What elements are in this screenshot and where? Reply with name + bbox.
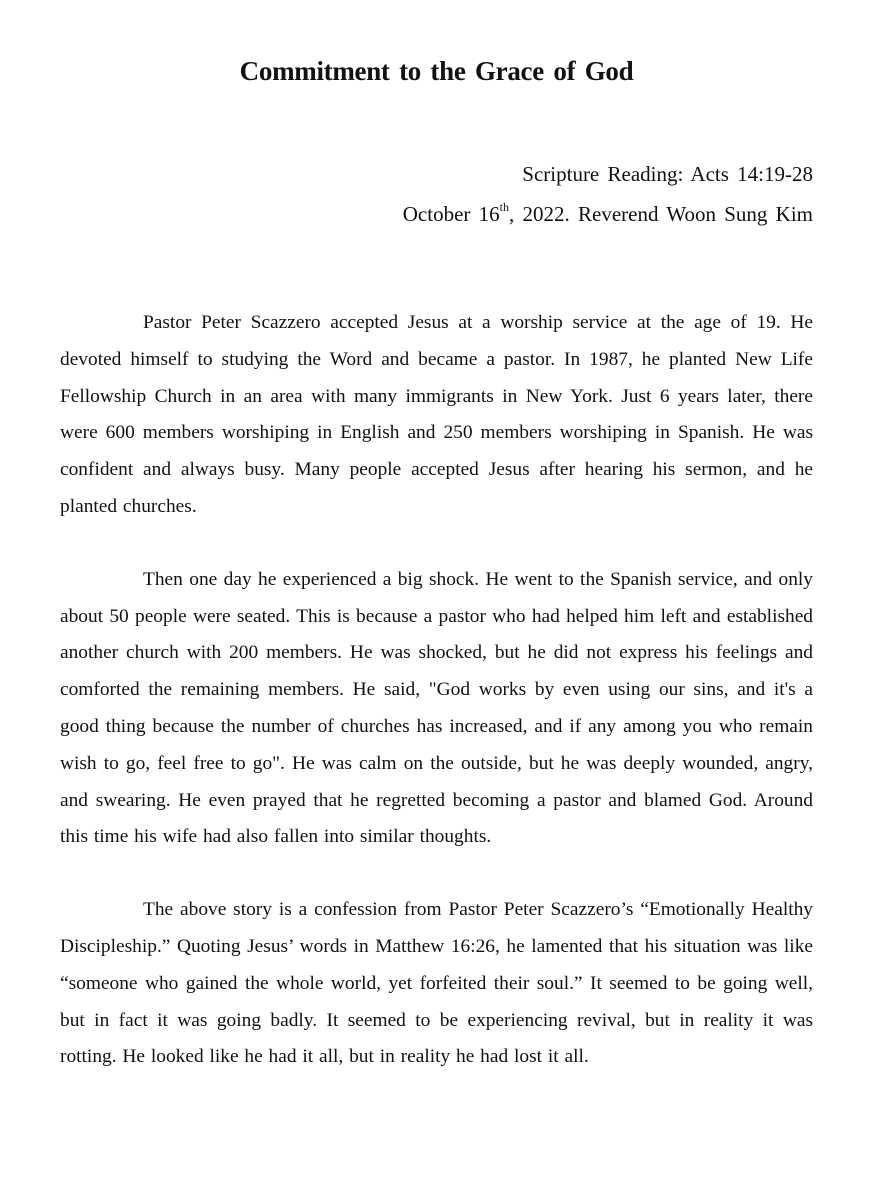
sermon-meta bbox=[403, 154, 813, 234]
scripture-reading: Scripture Reading: Acts 14:19-28 bbox=[522, 162, 813, 186]
paragraph-2: Then one day he experienced a big shock. He went to the Spanish service, and only about 50 people were seated. This is because a pastor who had helped him left and established another church with 200 members. He was shocked, but he did not express his feelings and comforted the remaining members. He said, "God works by even using our sins, and it's a good thing because the number of churches has increased, and if any among you who remain wish to go, feel free to go". He was calm on the outside, but he was deeply wounded, angry, and swearing. He even prayed that he regretted becoming a pastor and blamed God. Around this time his wife had also fallen into similar thoughts. bbox=[60, 568, 813, 848]
date-suffix: , 2022. Reverend Woon Sung Kim bbox=[509, 202, 813, 226]
paragraph-3: The above story is a confession from Pastor Peter Scazzero’s “Emotionally Healthy Discipleship.” Quoting Jesus’ words in Matthew 16:26, he lamented that his situation was like “someone who gained the whole world, yet forfeited their soul.” It seemed to be going well, but in fact it was going badly. It seemed to be experiencing revival, but in reality it was rotting. He looked like he had it all, but in reality he had lost it all. bbox=[60, 899, 813, 1068]
document-title: Commitment to the Grace of God bbox=[239, 56, 634, 86]
paragraph-1: Pastor Peter Scazzero accepted Jesus at a worship service at the age of 19. He devoted himself to studying the Word and became a pastor. In 1987, he planted New Life Fellowship Church in an area with many immigrants in New York. Just 6 years later, there were 600 members worshiping in English and 250 members worshiping in Spanish. He was confident and always busy. Many people accepted Jesus after hearing his sermon, and he planted churches. bbox=[60, 312, 813, 517]
document-body bbox=[60, 305, 813, 1112]
date-prefix: October 16 bbox=[402, 202, 500, 226]
sermon-date-author bbox=[403, 194, 813, 234]
date-ordinal: th bbox=[499, 200, 509, 214]
